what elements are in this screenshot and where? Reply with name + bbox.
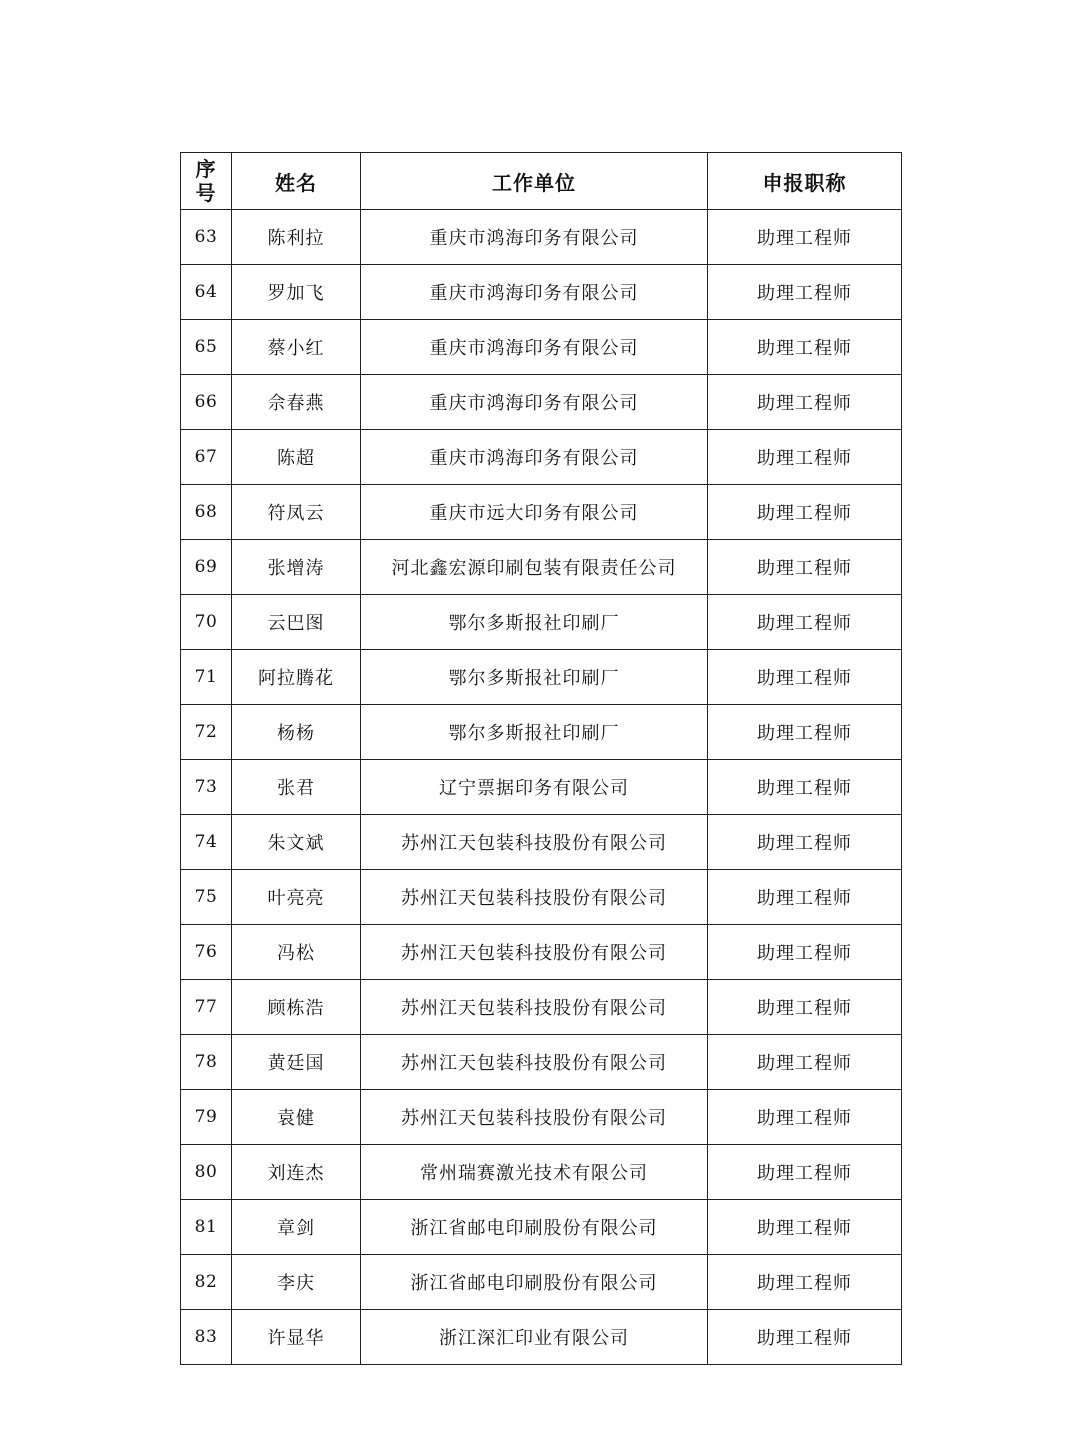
table-row — [181, 705, 902, 760]
cell-name: 罗加飞 — [232, 265, 361, 320]
cell-serial-number: 76 — [181, 925, 232, 980]
table-row — [181, 210, 902, 265]
cell-serial-number: 79 — [181, 1090, 232, 1145]
cell-serial-number: 83 — [181, 1310, 232, 1365]
cell-title-applied: 助理工程师 — [708, 320, 902, 375]
cell-serial-number: 73 — [181, 760, 232, 815]
cell-serial-number: 77 — [181, 980, 232, 1035]
table-row — [181, 1255, 902, 1310]
cell-work-unit: 重庆市远大印务有限公司 — [361, 485, 708, 540]
cell-name: 叶亮亮 — [232, 870, 361, 925]
cell-title-applied: 助理工程师 — [708, 925, 902, 980]
roster-table — [180, 152, 902, 1365]
cell-work-unit: 重庆市鸿海印务有限公司 — [361, 210, 708, 265]
cell-title-applied: 助理工程师 — [708, 540, 902, 595]
cell-serial-number: 72 — [181, 705, 232, 760]
cell-work-unit: 苏州江天包装科技股份有限公司 — [361, 815, 708, 870]
cell-serial-number: 80 — [181, 1145, 232, 1200]
cell-name: 黄廷国 — [232, 1035, 361, 1090]
cell-work-unit: 苏州江天包装科技股份有限公司 — [361, 1090, 708, 1145]
table-row — [181, 760, 902, 815]
header-title-applied: 申报职称 — [708, 153, 902, 210]
table-row — [181, 815, 902, 870]
cell-work-unit: 浙江省邮电印刷股份有限公司 — [361, 1255, 708, 1310]
cell-name: 顾栋浩 — [232, 980, 361, 1035]
table-row — [181, 925, 902, 980]
header-row — [181, 153, 902, 210]
cell-title-applied: 助理工程师 — [708, 1090, 902, 1145]
cell-work-unit: 重庆市鸿海印务有限公司 — [361, 265, 708, 320]
cell-name: 符凤云 — [232, 485, 361, 540]
cell-name: 冯松 — [232, 925, 361, 980]
cell-title-applied: 助理工程师 — [708, 980, 902, 1035]
cell-work-unit: 苏州江天包装科技股份有限公司 — [361, 925, 708, 980]
cell-title-applied: 助理工程师 — [708, 210, 902, 265]
table-row — [181, 265, 902, 320]
table-row — [181, 540, 902, 595]
cell-name: 杨杨 — [232, 705, 361, 760]
cell-name: 朱文斌 — [232, 815, 361, 870]
table-row — [181, 980, 902, 1035]
cell-title-applied: 助理工程师 — [708, 595, 902, 650]
cell-name: 陈利拉 — [232, 210, 361, 265]
cell-title-applied: 助理工程师 — [708, 1255, 902, 1310]
cell-work-unit: 重庆市鸿海印务有限公司 — [361, 430, 708, 485]
cell-name: 佘春燕 — [232, 375, 361, 430]
table-row — [181, 1090, 902, 1145]
cell-name: 章剑 — [232, 1200, 361, 1255]
cell-name: 陈超 — [232, 430, 361, 485]
cell-name: 蔡小红 — [232, 320, 361, 375]
cell-work-unit: 苏州江天包装科技股份有限公司 — [361, 1035, 708, 1090]
cell-serial-number: 81 — [181, 1200, 232, 1255]
table-row — [181, 1145, 902, 1200]
cell-name: 许显华 — [232, 1310, 361, 1365]
cell-serial-number: 66 — [181, 375, 232, 430]
header-serial-number — [181, 153, 232, 210]
table-row — [181, 870, 902, 925]
cell-work-unit: 鄂尔多斯报社印刷厂 — [361, 650, 708, 705]
cell-title-applied: 助理工程师 — [708, 705, 902, 760]
cell-serial-number: 67 — [181, 430, 232, 485]
cell-serial-number: 74 — [181, 815, 232, 870]
cell-title-applied: 助理工程师 — [708, 430, 902, 485]
cell-name: 刘连杰 — [232, 1145, 361, 1200]
table-body — [181, 210, 902, 1365]
cell-title-applied: 助理工程师 — [708, 485, 902, 540]
table-row — [181, 1200, 902, 1255]
cell-work-unit: 苏州江天包装科技股份有限公司 — [361, 980, 708, 1035]
table-row — [181, 650, 902, 705]
cell-serial-number: 64 — [181, 265, 232, 320]
cell-name: 张增涛 — [232, 540, 361, 595]
cell-title-applied: 助理工程师 — [708, 760, 902, 815]
table-row — [181, 375, 902, 430]
cell-serial-number: 82 — [181, 1255, 232, 1310]
table-row — [181, 485, 902, 540]
cell-serial-number: 69 — [181, 540, 232, 595]
cell-serial-number: 71 — [181, 650, 232, 705]
cell-work-unit: 重庆市鸿海印务有限公司 — [361, 375, 708, 430]
cell-title-applied: 助理工程师 — [708, 1200, 902, 1255]
cell-name: 阿拉腾花 — [232, 650, 361, 705]
cell-serial-number: 68 — [181, 485, 232, 540]
cell-name: 张君 — [232, 760, 361, 815]
cell-title-applied: 助理工程师 — [708, 650, 902, 705]
cell-title-applied: 助理工程师 — [708, 1145, 902, 1200]
cell-title-applied: 助理工程师 — [708, 375, 902, 430]
cell-serial-number: 70 — [181, 595, 232, 650]
cell-title-applied: 助理工程师 — [708, 1035, 902, 1090]
cell-name: 袁健 — [232, 1090, 361, 1145]
table-row — [181, 320, 902, 375]
cell-title-applied: 助理工程师 — [708, 870, 902, 925]
table-row — [181, 1310, 902, 1365]
cell-name: 李庆 — [232, 1255, 361, 1310]
cell-work-unit: 常州瑞赛激光技术有限公司 — [361, 1145, 708, 1200]
cell-serial-number: 63 — [181, 210, 232, 265]
cell-serial-number: 65 — [181, 320, 232, 375]
cell-work-unit: 苏州江天包装科技股份有限公司 — [361, 870, 708, 925]
header-serial-number-line1: 序 — [195, 157, 217, 181]
cell-title-applied: 助理工程师 — [708, 1310, 902, 1365]
cell-work-unit: 辽宁票据印务有限公司 — [361, 760, 708, 815]
cell-work-unit: 鄂尔多斯报社印刷厂 — [361, 595, 708, 650]
cell-work-unit: 河北鑫宏源印刷包装有限责任公司 — [361, 540, 708, 595]
cell-title-applied: 助理工程师 — [708, 265, 902, 320]
header-serial-number-line2: 号 — [195, 181, 217, 205]
cell-serial-number: 78 — [181, 1035, 232, 1090]
table-row — [181, 595, 902, 650]
table-header — [181, 153, 902, 210]
cell-work-unit: 重庆市鸿海印务有限公司 — [361, 320, 708, 375]
cell-work-unit: 鄂尔多斯报社印刷厂 — [361, 705, 708, 760]
table-row — [181, 1035, 902, 1090]
cell-title-applied: 助理工程师 — [708, 815, 902, 870]
cell-work-unit: 浙江省邮电印刷股份有限公司 — [361, 1200, 708, 1255]
table-row — [181, 430, 902, 485]
cell-name: 云巴图 — [232, 595, 361, 650]
cell-serial-number: 75 — [181, 870, 232, 925]
cell-work-unit: 浙江深汇印业有限公司 — [361, 1310, 708, 1365]
header-work-unit: 工作单位 — [361, 153, 708, 210]
header-name: 姓名 — [232, 153, 361, 210]
